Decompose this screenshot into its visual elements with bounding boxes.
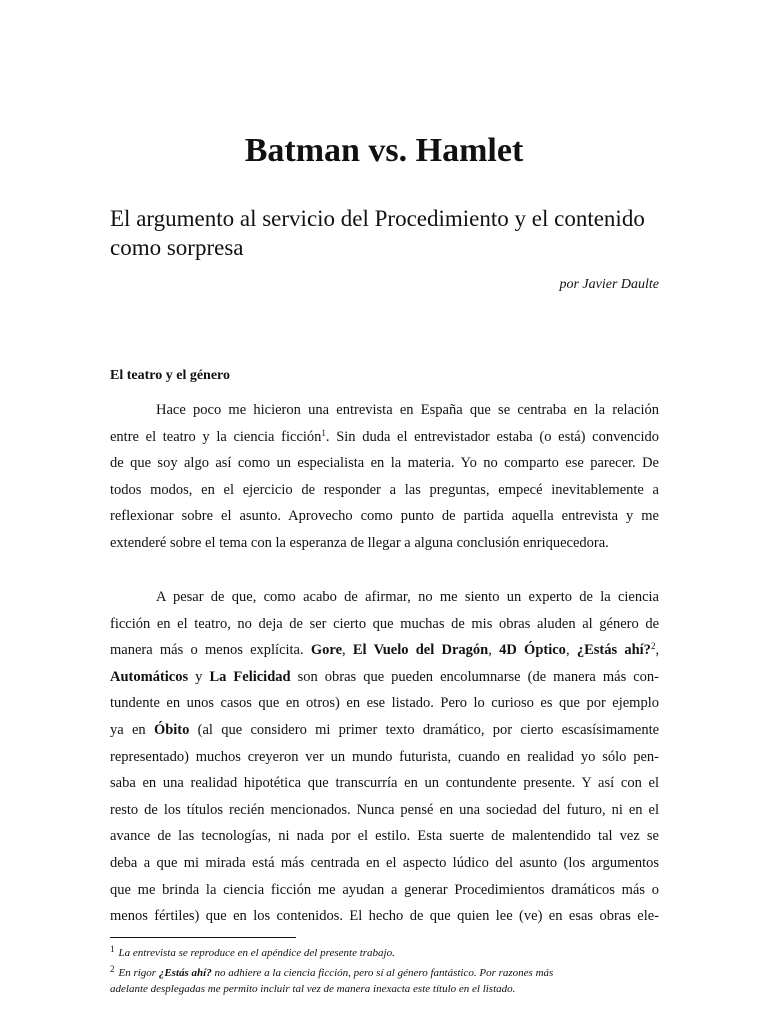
text-span: con-	[626, 668, 659, 685]
paragraph-line: de que soy algo así como un especialista en la materia. Yo no comparto ese parecer. De	[110, 455, 659, 472]
paragraph-line: avance de las tecnologías, ni nada por el estilo. Esta suerte de malentendido tal vez se	[110, 828, 659, 845]
text-span: (al que considero mi primer texto dramático, por cierto escasísimamente	[197, 721, 659, 738]
punctuation: ,	[655, 642, 659, 659]
paragraph-line: tundente en unos casos que en otros) en ese listado. Pero lo curioso es que por ejemplo	[110, 695, 659, 712]
paragraph-line: A pesar de que, como acabo de afirmar, no me siento un experto de la ciencia	[156, 589, 659, 605]
paragraph-1	[110, 397, 659, 557]
footnote-ref-1[interactable]: 1	[321, 427, 326, 438]
paragraph-line: saba en una realidad hipotética que transcurría en un contundente presente. Y así con el	[110, 775, 659, 792]
punctuation: ,	[342, 642, 346, 659]
text-span: manera más o menos explícita.	[110, 642, 304, 659]
document-subtitle: El argumento al servicio del Procedimiento y el contenido como sorpresa	[110, 206, 645, 260]
document-title: Batman vs. Hamlet	[244, 132, 524, 169]
footnotes	[110, 941, 659, 997]
paragraph-line	[110, 424, 659, 451]
work-title: Gore	[310, 642, 343, 659]
author-byline: por Javier Daulte	[559, 277, 659, 292]
footnote-ref-2[interactable]: 2	[650, 641, 656, 652]
punctuation: ,	[488, 642, 492, 659]
work-title: La Felicidad	[209, 668, 291, 685]
footnote-number: 2	[110, 964, 115, 974]
footnote-text: no adhiere a la ciencia ficción, pero sí al género fantástico. Por razones más	[214, 967, 554, 979]
footnote-divider	[110, 937, 296, 938]
paragraph-line: extenderé sobre el tema con la esperanza de llegar a alguna conclusión enriquecedora.	[110, 534, 609, 551]
paragraph-line	[110, 637, 659, 664]
paragraph-line: menos fértiles) que en los contenidos. El hecho de que quien lee (ve) en esas obras ele-	[110, 908, 659, 925]
work-title: Óbito	[153, 721, 190, 738]
footnote-text: La entrevista se reproduce en el apéndice del presente trabajo.	[118, 947, 395, 959]
paragraph-line	[110, 717, 659, 744]
text-span: . Sin duda el entrevistador estaba (o está) convencido	[325, 428, 659, 445]
footnote-1	[110, 941, 659, 961]
paragraph-line: que me brinda la ciencia ficción me ayudan a generar Procedimientos dramáticos más o	[110, 881, 659, 898]
footnote-number: 1	[110, 944, 115, 954]
paragraph-line: representado) muchos creyeron ver un mundo futurista, cuando en realidad yo sólo pen-	[110, 748, 659, 765]
paragraph-line: Hace poco me hicieron una entrevista en España que se centraba en la relación	[156, 402, 659, 418]
text-span: son obras que pueden encolumnarse (de manera más	[297, 668, 627, 685]
text-span: ya en	[110, 721, 146, 738]
footnote-2-continuation: adelante desplegadas me permito incluir tal vez de manera inexacta este título en el listado.	[110, 983, 516, 995]
text-span: entre el teatro y la ciencia ficción	[110, 428, 322, 445]
footnote-2	[110, 961, 659, 981]
section-heading: El teatro y el género	[110, 368, 231, 383]
paragraph-line: ficción en el teatro, no deja de ser cierto que muchas de mis obras aluden al género de	[110, 615, 659, 632]
paragraph-line	[110, 664, 659, 691]
paragraph-line: deba a que mi mirada está más centrada en el aspecto lúdico del asunto (los argumentos	[110, 854, 659, 871]
work-title: Automáticos	[110, 668, 189, 685]
punctuation: ,	[565, 642, 570, 659]
work-title: 4D Óptico	[499, 642, 566, 659]
paragraph-line: resto de los títulos recién mencionados. Nunca pensé en una sociedad del futuro, ni en el	[110, 801, 659, 818]
paragraph-line: reflexionar sobre el asunto. Aprovecho como punto de partida aquella entrevista y me	[110, 508, 659, 525]
paragraph-line: todos modos, en el ejercicio de responder a las preguntas, empecé inevitablemente a	[110, 481, 659, 498]
footnote-text: En rigor	[118, 967, 157, 979]
work-title: ¿Estás ahí?	[158, 967, 212, 979]
work-title: ¿Estás ahí?	[576, 642, 651, 659]
text-span: y	[195, 668, 203, 685]
work-title: El Vuelo del Dragón	[352, 642, 489, 659]
paragraph-2	[110, 584, 659, 930]
